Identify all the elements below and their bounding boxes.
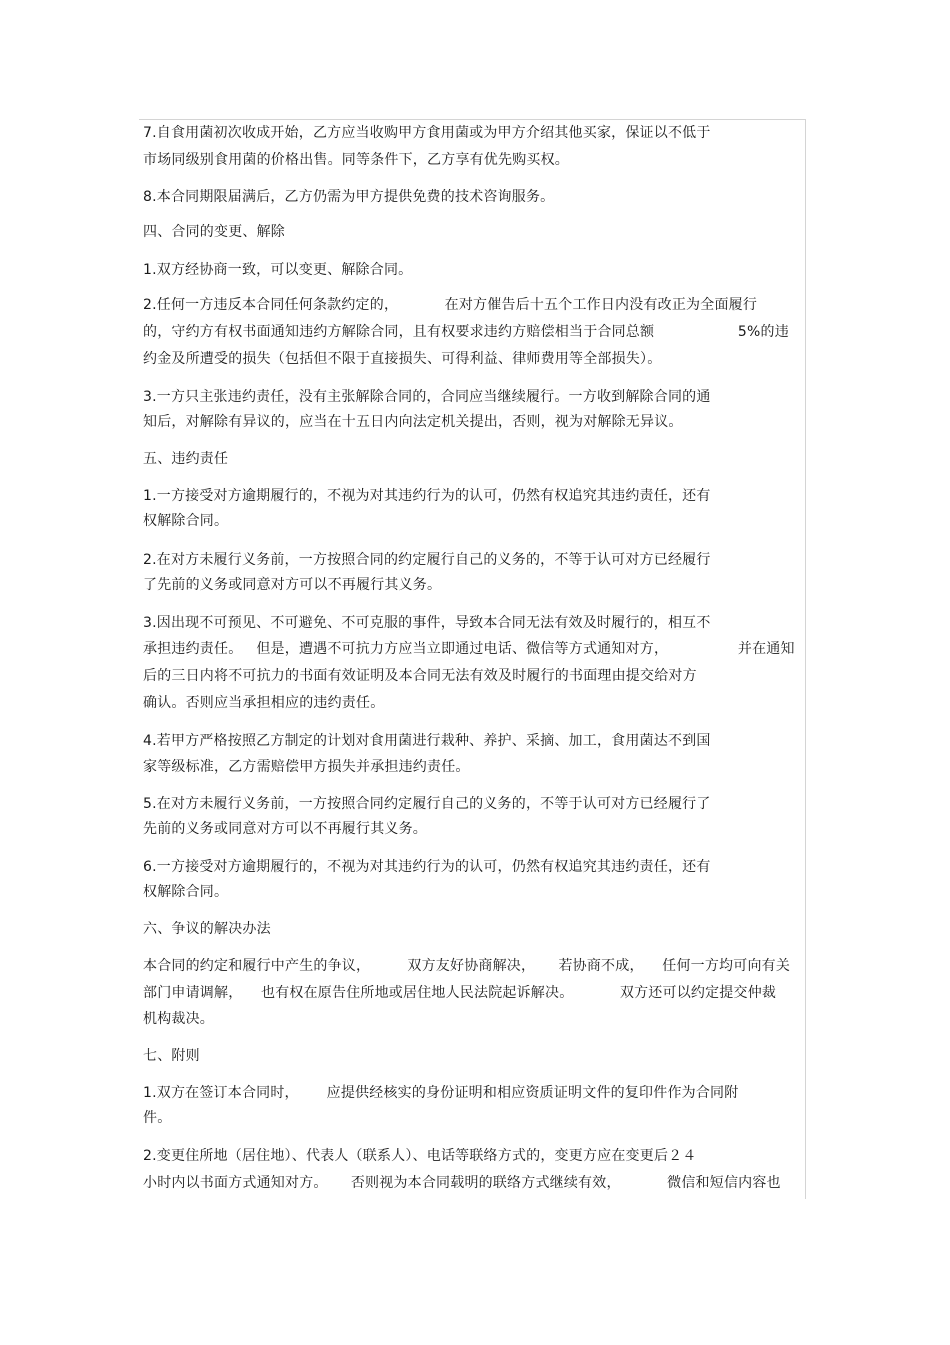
clause-line: 承担违约责任。 但是，遭遇不可抗力方应当立即通过电话、微信等方式通知对方， 并在通知 — [143, 641, 795, 657]
clause-line: 先前的义务或同意对方可以不再履行其义务。 — [143, 821, 427, 837]
clause-line: 2.变更住所地（居住地）、代表人（联系人）、电话等联络方式的，变更方应在变更后２４ — [143, 1148, 697, 1164]
section-heading: 七、附则 — [143, 1048, 200, 1064]
clause-line: 3.因出现不可预见、不可避免、不可克服的事件，导致本合同无法有效及时履行的，相互不 — [143, 615, 711, 631]
clause-line: 家等级标准，乙方需赔偿甲方损失并承担违约责任。 — [143, 759, 470, 775]
clause-line: 2.在对方未履行义务前，一方按照合同的约定履行自己的义务的，不等于认可对方已经履行 — [143, 552, 711, 568]
clause-line: 后的三日内将不可抗力的书面有效证明及本合同无法有效及时履行的书面理由提交给对方 — [143, 668, 697, 684]
clause-line: 约金及所遭受的损失（包括但不限于直接损失、可得利益、律师费用等全部损失）。 — [143, 351, 662, 367]
clause-line: 1.双方经协商一致，可以变更、解除合同。 — [143, 262, 413, 278]
clause-line: 6.一方接受对方逾期履行的，不视为对其违约行为的认可，仍然有权追究其违约责任，还有 — [143, 859, 711, 875]
section-heading: 五、违约责任 — [143, 451, 229, 467]
page-frame — [139, 119, 806, 1199]
clause-line: 小时内以书面方式通知对方。 否则视为本合同载明的联络方式继续有效， 微信和短信内容也 — [143, 1175, 781, 1191]
clause-line: 1.一方接受对方逾期履行的，不视为对其违约行为的认可，仍然有权追究其违约责任，还有 — [143, 488, 711, 504]
clause-line: 知后，对解除有异议的，应当在十五日内向法定机关提出，否则，视为对解除无异议。 — [143, 414, 683, 430]
clause-line: 机构裁决。 — [143, 1011, 214, 1027]
section-heading: 四、合同的变更、解除 — [143, 224, 285, 240]
clause-line: 部门申请调解， 也有权在原告住所地或居住地人民法院起诉解决。 双方还可以约定提交仲裁 — [143, 985, 777, 1001]
clause-line: 8.本合同期限届满后，乙方仍需为甲方提供免费的技术咨询服务。 — [143, 189, 555, 205]
clause-line: 4.若甲方严格按照乙方制定的计划对食用菌进行栽种、养护、采摘、加工，食用菌达不到国 — [143, 733, 711, 749]
clause-line: 市场同级别食用菌的价格出售。同等条件下，乙方享有优先购买权。 — [143, 152, 569, 168]
clause-line: 确认。否则应当承担相应的违约责任。 — [143, 695, 385, 711]
clause-line: 件。 — [143, 1110, 172, 1126]
clause-line: 7.自食用菌初次收成开始，乙方应当收购甲方食用菌或为甲方介绍其他买家，保证以不低于 — [143, 125, 711, 141]
clause-line: 本合同的约定和履行中产生的争议， 双方友好协商解决， 若协商不成， 任何一方均可向有关 — [143, 958, 791, 974]
clause-line: 3.一方只主张违约责任，没有主张解除合同的，合同应当继续履行。一方收到解除合同的通 — [143, 389, 711, 405]
section-heading: 六、争议的解决办法 — [143, 921, 271, 937]
clause-line: 的，守约方有权书面通知违约方解除合同，且有权要求违约方赔偿相当于合同总额 5%的违 — [143, 324, 789, 340]
clause-line: 5.在对方未履行义务前，一方按照合同约定履行自己的义务的，不等于认可对方已经履行了 — [143, 796, 711, 812]
clause-line: 1.双方在签订本合同时， 应提供经核实的身份证明和相应资质证明文件的复印件作为合同附 — [143, 1085, 739, 1101]
clause-line: 2.任何一方违反本合同任何条款约定的， 在对方催告后十五个工作日内没有改正为全面履行 — [143, 297, 758, 313]
clause-line: 了先前的义务或同意对方可以不再履行其义务。 — [143, 577, 442, 593]
clause-line: 权解除合同。 — [143, 884, 229, 900]
clause-line: 权解除合同。 — [143, 513, 229, 529]
